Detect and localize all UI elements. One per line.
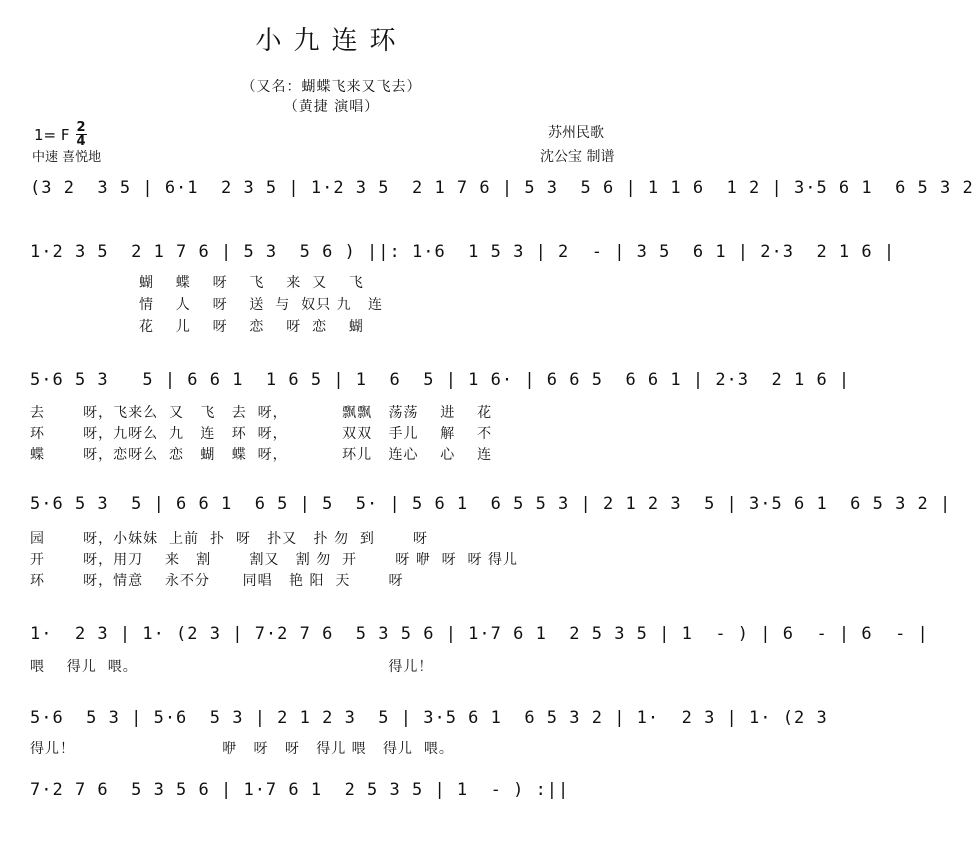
lyric-line: 环 呀，情意 永不分 同唱 艳 阳 天 呀	[30, 573, 404, 589]
time-signature	[76, 121, 87, 148]
page-title: 小九连环	[255, 26, 408, 56]
lyric-line: 花 儿 呀 恋 呀 恋 蝴	[30, 319, 364, 335]
score-line-7: 7·2 7 6 5 3 5 6 | 1·7 6 1 2 5 3 5 | 1 - ) :||	[30, 780, 570, 800]
time-signature-bottom: 4	[76, 134, 86, 149]
lyric-line: 蝶 呀，恋呀么 恋 蝴 蝶 呀， 环儿 连心 心 连	[30, 447, 493, 463]
lyric-line: 喂 得儿 喂。 得儿！	[30, 659, 434, 675]
lyric-line: 得儿！ 咿 呀 呀 得儿 喂 得儿 喂。	[30, 741, 454, 757]
time-signature-top: 2	[76, 120, 86, 135]
tempo-marking: 中速 喜悦地	[32, 150, 102, 165]
score-line-6: 5·6 5 3 | 5·6 5 3 | 2 1 2 3 5 | 3·5 6 1 6 5 3 2 | 1· 2 3 | 1· (2 3	[30, 708, 828, 728]
lyric-line: 环 呀，九呀么 九 连 环 呀， 双双 手儿 解 不	[30, 426, 493, 442]
lyric-line: 情 人 呀 送 与 奴只 九 连	[30, 297, 384, 313]
subtitle: （又名：蝴蝶飞来又飞去）	[241, 79, 422, 95]
score-line-3: 5·6 5 3 5 | 6 6 1 1 6 5 | 1 6 5 | 1 6· | 6 6 5 6 6 1 | 2·3 2 1 6 |	[30, 370, 851, 390]
lyric-line: 蝴 蝶 呀 飞 来 又 飞	[30, 275, 364, 291]
score-line-2: 1·2 3 5 2 1 7 6 | 5 3 5 6 ) ||: 1·6 1 5 3 | 2 - | 3 5 6 1 | 2·3 2 1 6 |	[30, 242, 896, 262]
lyric-line: 开 呀，用刀 来 割 割又 割 勿 开 呀 咿 呀 呀 得儿	[30, 552, 519, 568]
lyric-line: 去 呀，飞来么 又 飞 去 呀， 飘飘 荡荡 进 花	[30, 405, 493, 421]
lyric-line: 园 呀，小妹妹 上前 扑 呀 扑又 扑 勿 到 呀	[30, 531, 429, 547]
arranger-label: 沈公宝 制谱	[540, 149, 615, 165]
score-line-5: 1· 2 3 | 1· (2 3 | 7·2 7 6 5 3 5 6 | 1·7 6 1 2 5 3 5 | 1 - ) | 6 - | 6 - |	[30, 624, 929, 644]
score-line-4: 5·6 5 3 5 | 6 6 1 6 5 | 5 5· | 5 6 1 6 5 5 3 | 2 1 2 3 5 | 3·5 6 1 6 5 3 2 |	[30, 494, 952, 514]
singer-credit: （黄捷 演唱）	[283, 99, 380, 115]
score-line-1: (3 2 3 5 | 6·1 2 3 5 | 1·2 3 5 2 1 7 6 | 5 3 5 6 | 1 1 6 1 2 | 3·5 6 1 6 5 3 2	[30, 178, 974, 198]
origin-label: 苏州民歌	[548, 125, 604, 141]
key-label: 1= F	[34, 125, 70, 144]
key-signature	[34, 121, 87, 148]
